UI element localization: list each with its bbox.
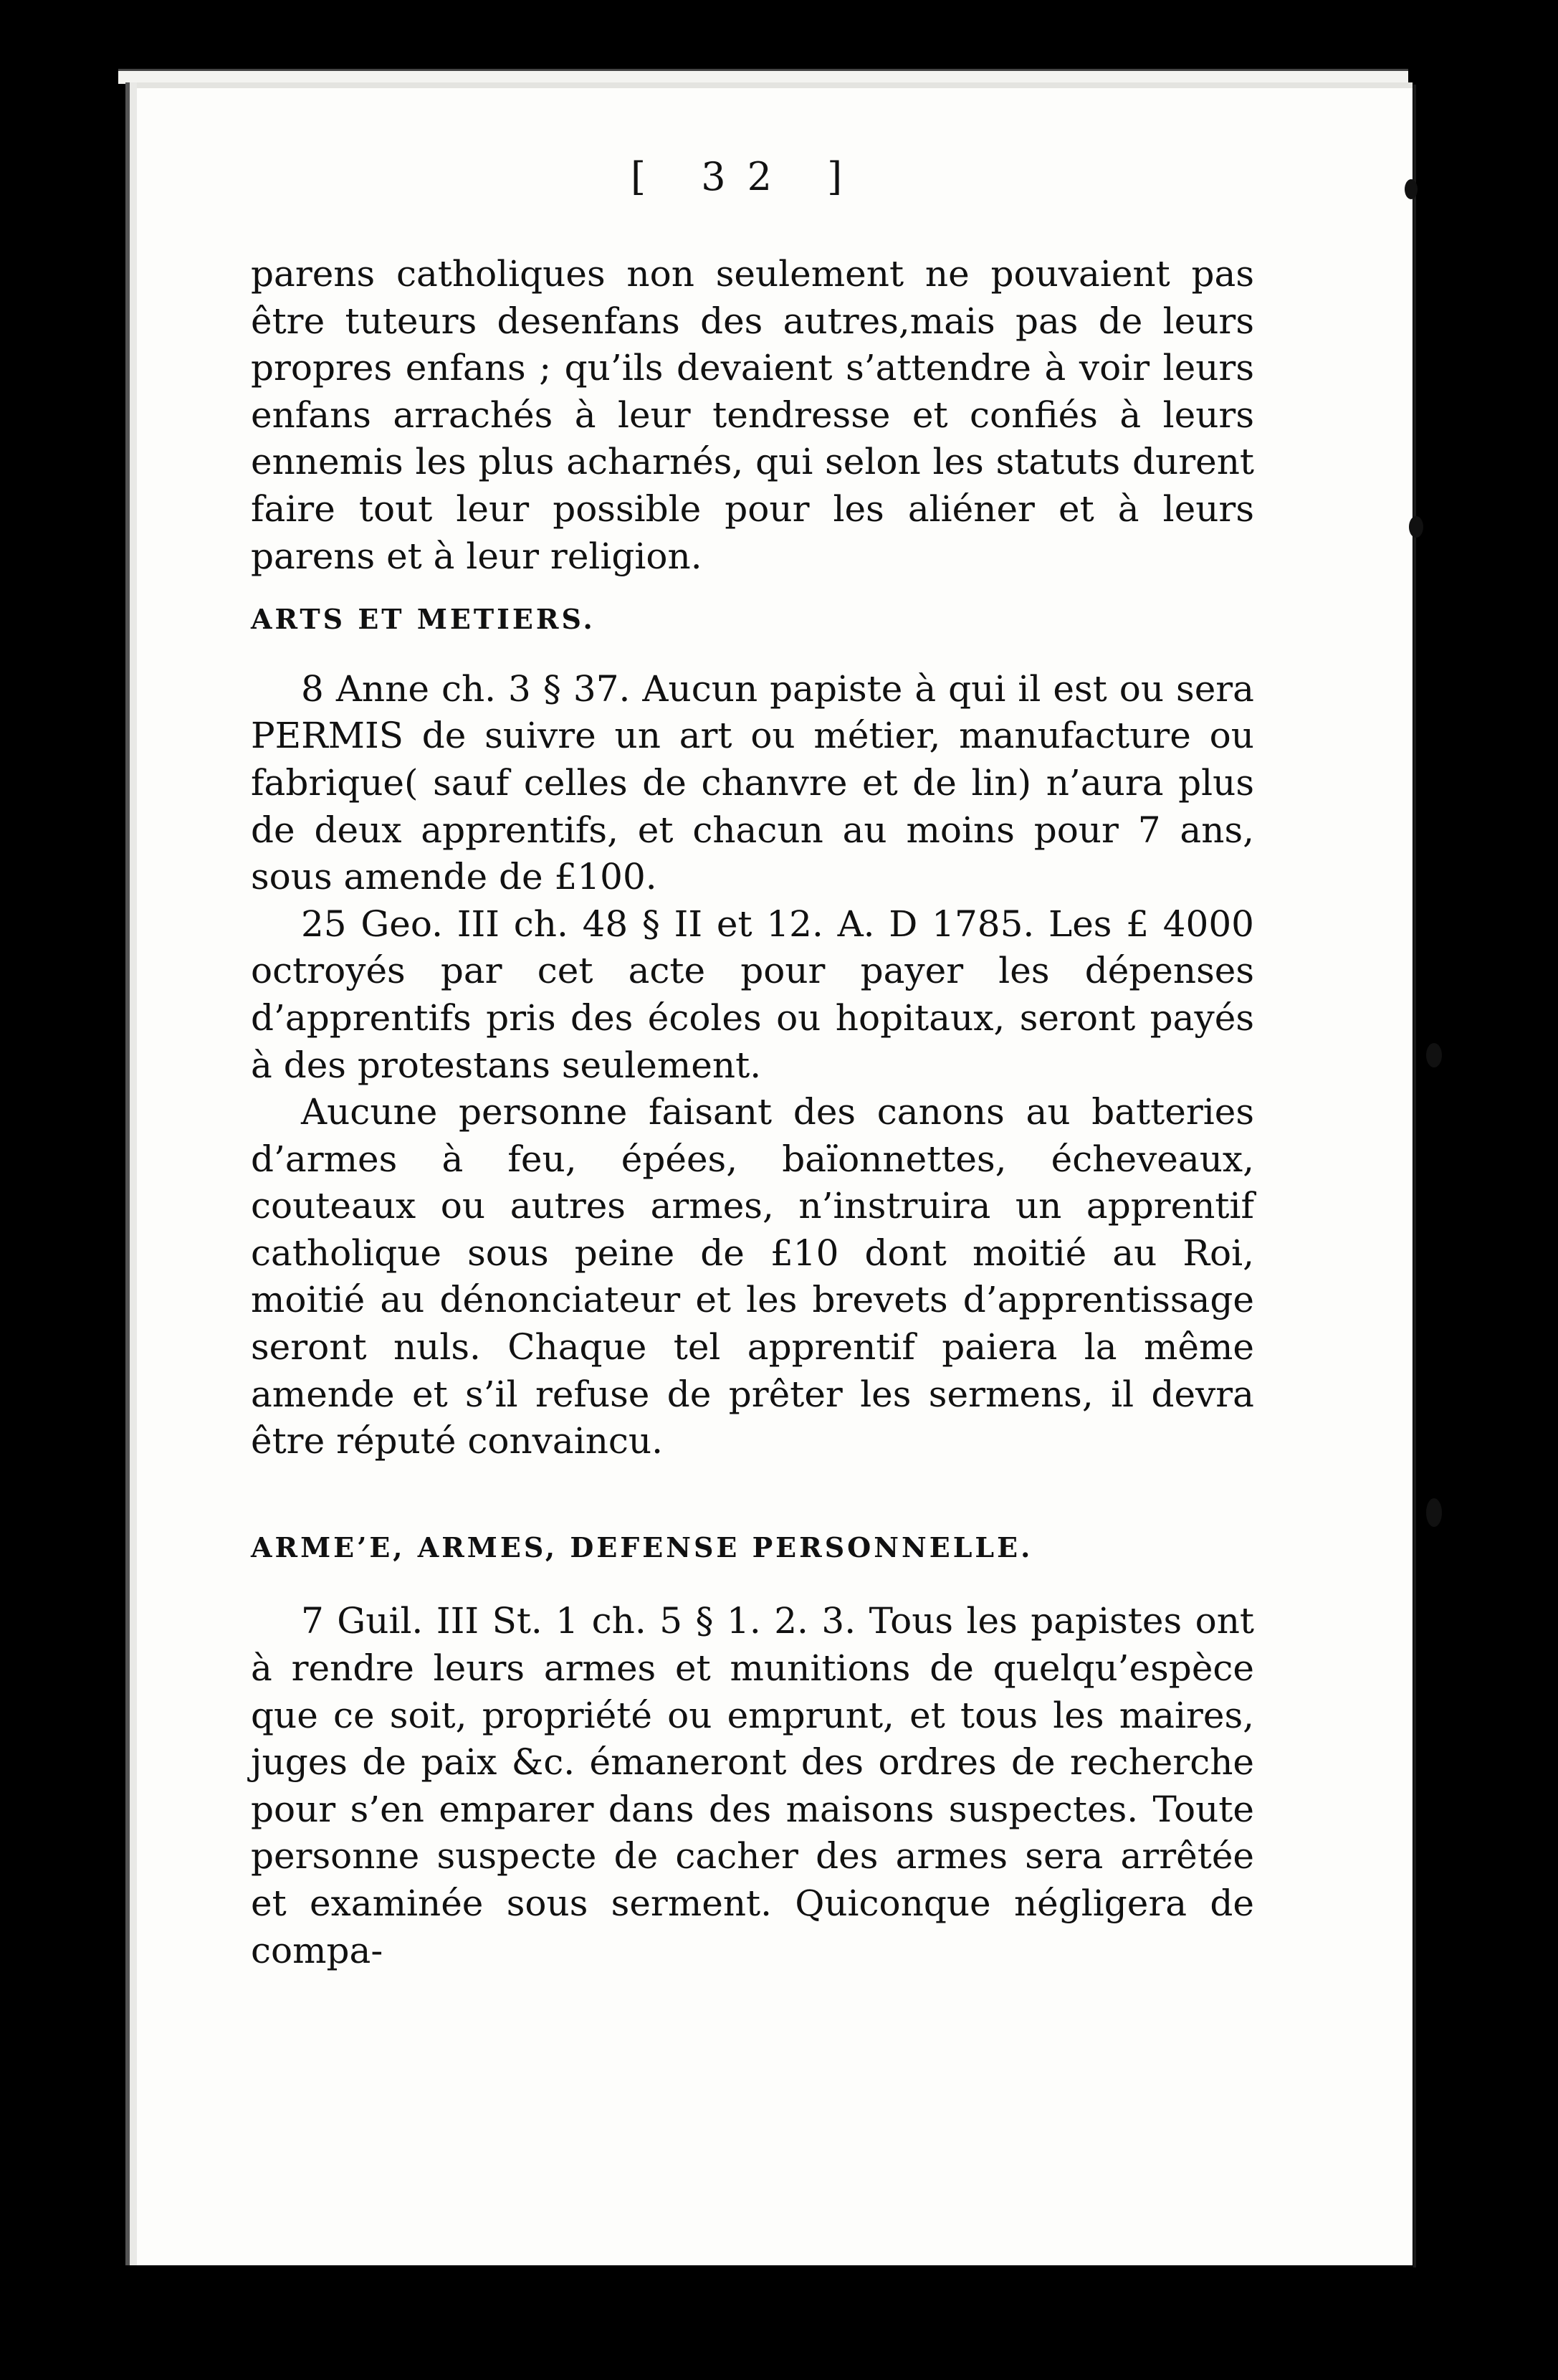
heading-armee-armes: ARME’E, ARMES, DEFENSE PERSONNELLE. — [251, 1531, 1033, 1563]
paragraph-5: 7 Guil. III St. 1 ch. 5 § 1. 2. 3. Tous les papistes ont à rendre leurs armes et munitions de quelqu’espèce que ce soit, propriété ou emprunt, et tous les maires, juges de paix &c. émaneront des ordres de recherche pour s’en emparer dans des maisons suspectes. Toute personne suspecte de cacher des armes sera arrêtée et examinée sous serment. Quiconque négligera de compa- — [251, 1600, 1254, 1971]
page-right-edge — [1413, 85, 1416, 2267]
page-top-edge — [118, 69, 1408, 84]
page-number: [ 32 ] — [631, 154, 864, 199]
paragraph-2: 8 Anne ch. 3 § 37. Aucun papiste à qui il est ou sera PERMIS de suivre un art ou métier, manufacture ou fabrique( sauf celles de chanvre et de lin) n’aura plus de deux apprentifs, et chacun au moins pour 7 ans, sous amende de £100. — [251, 667, 1254, 898]
scan-speck — [1409, 516, 1423, 538]
page-body — [251, 143, 1254, 1974]
heading-arts-et-metiers: ARTS ET METIERS. — [251, 603, 596, 636]
scan-speck — [1426, 1498, 1442, 1527]
scan-speck — [1405, 179, 1418, 199]
paragraph-4: Aucune personne faisant des canons au batteries d’armes à feu, épées, baïonnettes, écheveaux, couteaux ou autres armes, n’instruira un apprentif catholique sous peine de £10 dont moitié au Roi, moitié au dénonciateur et les brevets d’apprentissage seront nuls. Chaque tel apprentif paiera la même amende et s’il refuse de prêter les sermens, il devra être réputé convaincu. — [251, 1091, 1254, 1462]
paragraph-1: parens catholiques non seulement ne pouvaient pas être tuteurs desenfans des autres,mais pas de leurs propres enfans ; qu’ils devaient s’attendre à voir leurs enfans arrachés à leur tendresse et confiés à leurs ennemis les plus acharnés, qui selon les statuts durent faire tout leur possible pour les aliéner et à leurs parens et à leur religion. — [251, 253, 1254, 577]
top-spacer — [251, 143, 1254, 251]
paragraph-3: 25 Geo. III ch. 48 § II et 12. A. D 1785. Les £ 4000 octroyés par cet acte pour payer les dépenses d’apprentifs pris des écoles ou hopitaux, seront payés à des protestans seulement. — [251, 903, 1254, 1086]
scan-speck — [1426, 1043, 1442, 1067]
